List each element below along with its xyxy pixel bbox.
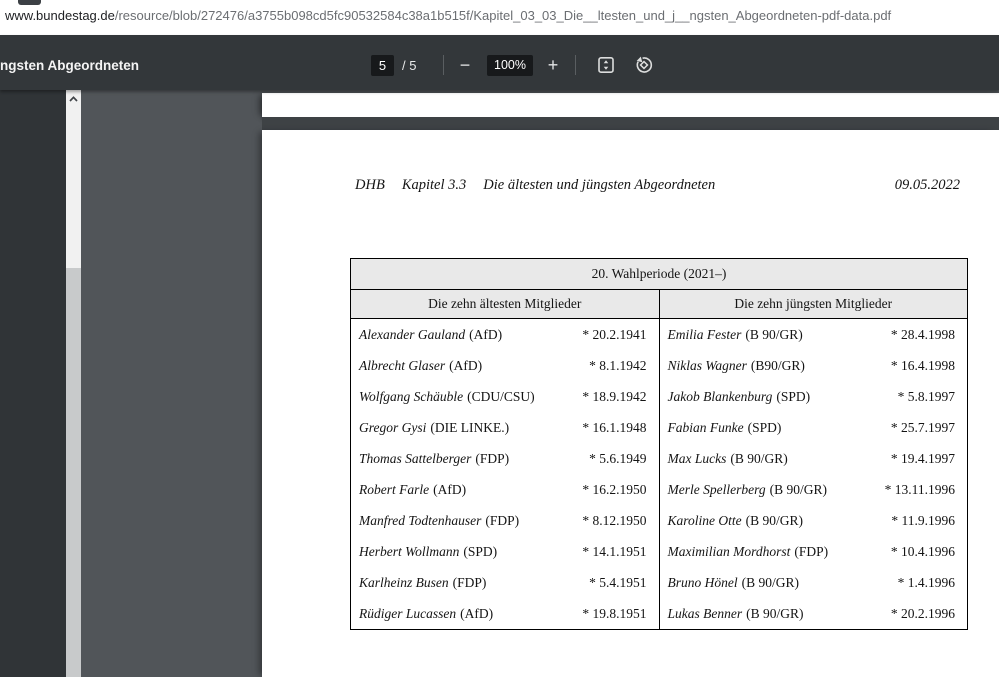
header-chapter: Kapitel 3.3 xyxy=(401,177,467,193)
member-party: (B 90/GR) xyxy=(741,574,799,590)
member-birthdate: * 16.1.1948 xyxy=(582,419,647,435)
member-party: (AfD) xyxy=(449,357,483,373)
pdf-page-4-bottom xyxy=(262,93,999,117)
member-name-party xyxy=(359,358,482,374)
document-header xyxy=(355,177,960,194)
table-row xyxy=(660,319,968,350)
zoom-level-input[interactable]: 100% xyxy=(487,55,533,76)
document-header-left xyxy=(355,177,715,194)
member-birthdate: * 19.4.1997 xyxy=(890,450,955,466)
member-name: Herbert Wollmann xyxy=(359,543,460,559)
table-row xyxy=(660,350,968,381)
member-name: Karoline Otte xyxy=(667,512,742,528)
member-party: (SPD) xyxy=(776,388,811,404)
table-row xyxy=(351,381,659,412)
member-party: (B 90/GR) xyxy=(745,326,803,342)
member-name: Emilia Fester xyxy=(667,326,742,342)
toolbar-divider xyxy=(575,55,576,75)
member-name-party xyxy=(359,513,519,529)
member-party: (FDP) xyxy=(475,450,510,466)
chevron-up-icon xyxy=(66,92,81,106)
member-party: (FDP) xyxy=(485,512,520,528)
oldest-column-header: Die zehn ältesten Mitglieder xyxy=(351,290,660,318)
table-header-row xyxy=(351,290,967,319)
table-row xyxy=(660,381,968,412)
pdf-viewer-background xyxy=(81,90,999,677)
member-name-party xyxy=(359,482,466,498)
member-party: (DIE LINKE.) xyxy=(430,419,510,435)
member-name: Lukas Benner xyxy=(667,605,743,621)
table-row xyxy=(351,474,659,505)
header-dhb: DHB xyxy=(355,177,385,193)
youngest-members-column xyxy=(660,319,968,629)
member-name-party xyxy=(359,327,502,343)
member-name-party xyxy=(359,606,493,622)
table-row xyxy=(351,567,659,598)
table-row xyxy=(351,443,659,474)
scrollbar-thumb[interactable] xyxy=(66,268,81,677)
member-party: (SPD) xyxy=(747,419,782,435)
member-birthdate: * 10.4.1996 xyxy=(890,543,955,559)
member-birthdate: * 14.1.1951 xyxy=(582,543,647,559)
url-path: /resource/blob/272476/a3755b098cd5fc90532584c38a1b515f/Kapitel_03_03_Die__ltesten_und_j__ngsten_Abgeordneten-pdf-data.pdf xyxy=(114,8,892,23)
fit-to-page-icon xyxy=(596,55,616,75)
member-party: (CDU/CSU) xyxy=(467,388,535,404)
table-row xyxy=(351,319,659,350)
youngest-column-header: Die zehn jüngsten Mitglieder xyxy=(734,296,893,311)
member-birthdate: * 5.6.1949 xyxy=(589,450,647,466)
member-name-party xyxy=(668,513,804,529)
url-bar[interactable] xyxy=(0,0,999,35)
member-name: Maximilian Mordhorst xyxy=(667,543,791,559)
table-row xyxy=(351,598,659,629)
zoom-in-button[interactable]: + xyxy=(547,55,559,75)
member-name-party xyxy=(359,420,509,436)
table-row xyxy=(660,505,968,536)
member-party: (B 90/GR) xyxy=(769,481,827,497)
member-name-party xyxy=(668,575,800,591)
member-party: (AfD) xyxy=(469,326,503,342)
table-row xyxy=(660,536,968,567)
member-name: Merle Spellerberg xyxy=(667,481,766,497)
scrollbar-up-button[interactable] xyxy=(66,92,81,106)
member-name: Jakob Blankenburg xyxy=(667,388,773,404)
member-name: Bruno Hönel xyxy=(667,574,738,590)
header-title: Die ältesten und jüngsten Abgeordneten xyxy=(483,177,716,193)
member-name: Robert Farle xyxy=(359,481,430,497)
member-party: (B 90/GR) xyxy=(730,450,788,466)
members-table xyxy=(350,258,968,630)
pdf-document-title: ngsten Abgeordneten xyxy=(0,58,140,73)
member-birthdate: * 16.2.1950 xyxy=(582,481,647,497)
member-party: (AfD) xyxy=(460,605,494,621)
member-name: Niklas Wagner xyxy=(667,357,747,373)
table-row xyxy=(351,412,659,443)
table-body xyxy=(351,319,967,629)
member-name-party xyxy=(668,389,811,405)
url-domain: www.bundestag.de xyxy=(5,8,115,23)
member-name-party xyxy=(668,606,804,622)
member-party: (FDP) xyxy=(794,543,829,559)
member-name-party xyxy=(359,575,486,591)
member-name-party xyxy=(668,327,803,343)
member-name: Wolfgang Schäuble xyxy=(359,388,464,404)
member-name: Manfred Todtenhauser xyxy=(359,512,482,528)
table-row xyxy=(351,536,659,567)
member-birthdate: * 13.11.1996 xyxy=(884,481,955,497)
member-name: Max Lucks xyxy=(667,450,727,466)
member-name-party xyxy=(668,420,782,436)
member-party: (B90/GR) xyxy=(750,357,805,373)
member-birthdate: * 20.2.1996 xyxy=(890,605,955,621)
page-number-input[interactable]: 5 xyxy=(371,55,394,76)
member-name-party xyxy=(668,451,788,467)
member-party: (FDP) xyxy=(452,574,487,590)
member-name-party xyxy=(359,544,497,560)
member-party: (B 90/GR) xyxy=(746,605,804,621)
pdf-toolbar xyxy=(0,35,999,90)
page-gap xyxy=(262,117,999,130)
table-row xyxy=(660,474,968,505)
thumbnail-sidebar xyxy=(0,90,66,677)
member-birthdate: * 5.4.1951 xyxy=(589,574,647,590)
member-name-party xyxy=(668,544,829,560)
member-party: (AfD) xyxy=(433,481,467,497)
pdf-page-5 xyxy=(262,130,999,677)
member-name-party xyxy=(668,482,827,498)
member-birthdate: * 11.9.1996 xyxy=(891,512,955,528)
member-name-party xyxy=(359,451,509,467)
table-row xyxy=(660,598,968,629)
member-birthdate: * 19.8.1951 xyxy=(582,605,647,621)
member-name: Karlheinz Busen xyxy=(359,574,449,590)
member-birthdate: * 8.1.1942 xyxy=(589,357,647,373)
table-caption: 20. Wahlperiode (2021–) xyxy=(351,259,967,290)
member-name: Fabian Funke xyxy=(667,419,744,435)
table-row xyxy=(660,567,968,598)
member-name: Rüdiger Lucassen xyxy=(359,605,457,621)
tab-edge-fragment xyxy=(18,0,41,5)
toolbar-divider xyxy=(443,55,444,75)
member-name-party xyxy=(359,389,535,405)
member-name: Thomas Sattelberger xyxy=(359,450,472,466)
oldest-members-column xyxy=(351,319,660,629)
table-row xyxy=(351,350,659,381)
rotate-button[interactable] xyxy=(634,55,654,75)
zoom-out-button[interactable]: − xyxy=(459,55,471,75)
member-birthdate: * 8.12.1950 xyxy=(582,512,647,528)
member-birthdate: * 18.9.1942 xyxy=(582,388,647,404)
rotate-counterclockwise-icon xyxy=(634,55,654,75)
member-name: Gregor Gysi xyxy=(359,419,427,435)
member-name: Alexander Gauland xyxy=(359,326,466,342)
member-birthdate: * 16.4.1998 xyxy=(890,357,955,373)
table-row xyxy=(351,505,659,536)
member-birthdate: * 25.7.1997 xyxy=(890,419,955,435)
member-name-party xyxy=(668,358,805,374)
member-birthdate: * 5.8.1997 xyxy=(897,388,955,404)
url-text[interactable] xyxy=(5,8,891,23)
page-total-label: / 5 xyxy=(402,58,417,73)
member-party: (SPD) xyxy=(463,543,498,559)
member-birthdate: * 1.4.1996 xyxy=(897,574,955,590)
table-row xyxy=(660,412,968,443)
member-name: Albrecht Glaser xyxy=(359,357,446,373)
table-row xyxy=(660,443,968,474)
member-party: (B 90/GR) xyxy=(745,512,803,528)
fit-to-page-button[interactable] xyxy=(596,55,616,75)
member-birthdate: * 20.2.1941 xyxy=(582,326,647,342)
header-date: 09.05.2022 xyxy=(894,177,960,193)
member-birthdate: * 28.4.1998 xyxy=(890,326,955,342)
